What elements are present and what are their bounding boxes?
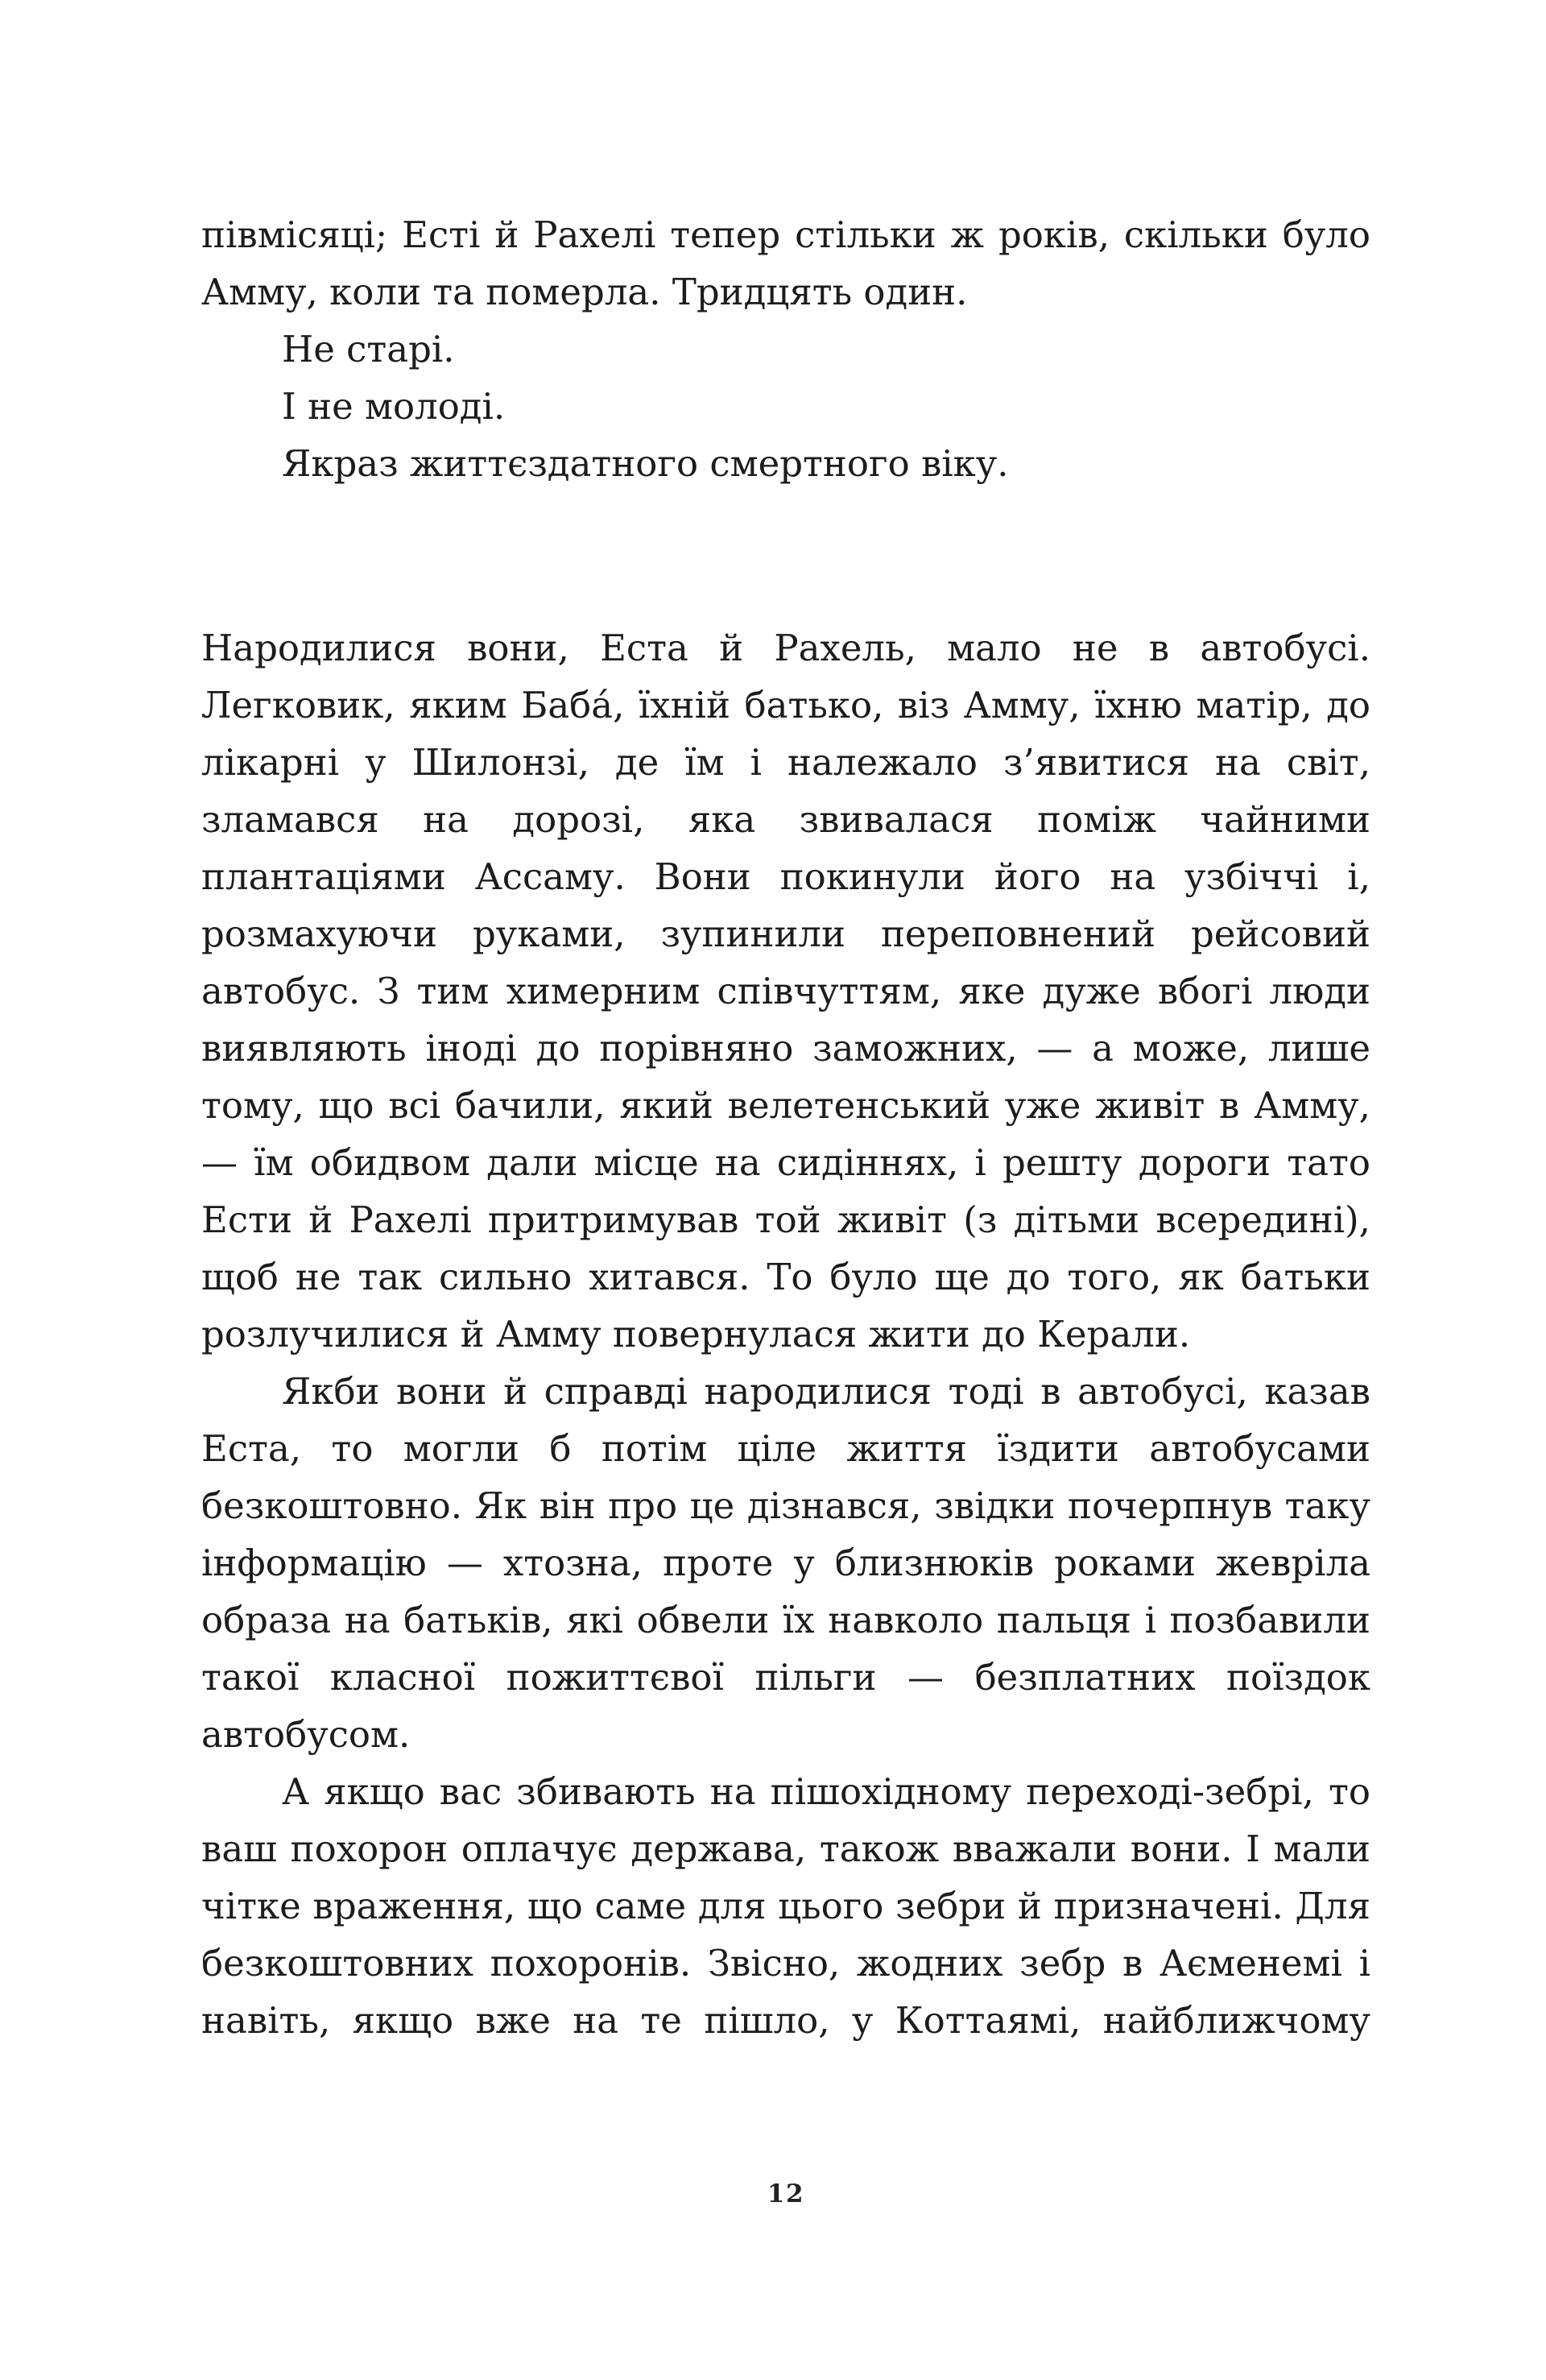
paragraph: Якраз життєздатного смертного віку. xyxy=(282,442,1009,485)
paragraph: Не старі. xyxy=(282,328,455,370)
paragraph: Якби вони й справді народилися тоді в автобусі, казав Еста, то могли б потім ціле життя їздити автобусами безкоштовно. Як він про це дізнався, звідки почерпнув таку інформацію — хтозна, проте у близнюків роками жевріла образа на батьків, які обвели їх навколо пальця і позбавили такої класної пожиттєвої пільги — безплатних поїздок автобусом. xyxy=(201,1370,1370,1756)
paragraph: Народилися вони, Еста й Рахель, мало не в автобусі. Легковик, яким Баба́, їхній батько, віз Амму, їхню матір, до лікарні у Шилонзі, де їм і належало з’явитися на світ, зламався на дорозі, яка звивалася поміж чайними плантаціями Ассаму. Вони покинули його на узбіччі і, розмахуючи руками, зупинили переповнений рейсовий автобус. З тим химерним співчуттям, яке дуже вбогі люди виявляють іноді до порівняно заможних, — а може, лише тому, що всі бачили, який велетенський уже живіт в Амму, — їм обидвом дали місце на сидіннях, і решту дороги тато Ести й Рахелі притримував той живіт (з дітьми всередині), щоб не так сильно хитався. То було ще до того, як батьки розлучилися й Амму повернулася жити до Керали. xyxy=(201,627,1370,1356)
page-text-block xyxy=(201,206,1370,2049)
paragraph: півмісяці; Есті й Рахелі тепер стільки ж років, скільки було Амму, коли та померла. Тридцять один. xyxy=(201,213,1370,313)
paragraph: А якщо вас збивають на пішохідному переході-зебрі, то ваш похорон оплачує держава, також вважали вони. І мали чітке враження, що саме для цього зебри й призначені. Для безкоштовних похоронів. Звісно, жодних зебр в Аєменемі і навіть, якщо вже на те пішло, у Коттаямі, найближчому xyxy=(201,1770,1370,2042)
paragraph: І не молоді. xyxy=(282,385,506,428)
page-number: 12 xyxy=(767,2179,805,2208)
